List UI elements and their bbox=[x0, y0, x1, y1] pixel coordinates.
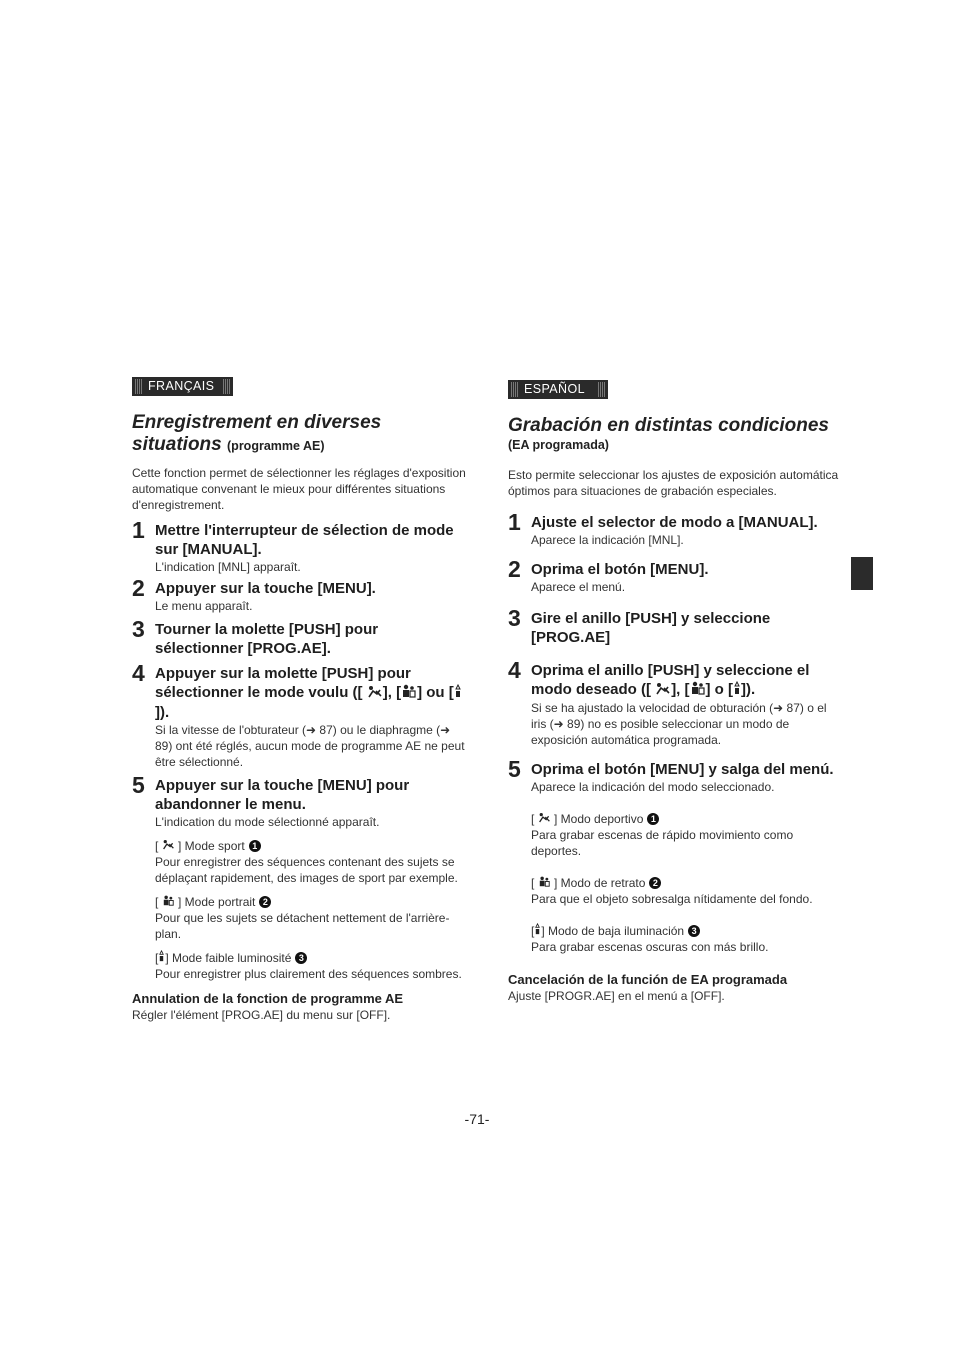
step-note: L'indication [MNL] apparaît. bbox=[155, 560, 301, 574]
mode-sport bbox=[132, 838, 467, 886]
mode-low-light bbox=[132, 950, 467, 982]
step-number: 4 bbox=[508, 657, 521, 683]
mode-description: Pour que les sujets se détachent nettement de l'arrière-plan. bbox=[155, 910, 450, 941]
step-1 bbox=[132, 517, 467, 575]
step-title-part: ], [ bbox=[671, 681, 690, 698]
step-number: 5 bbox=[132, 771, 145, 798]
step-title: Appuyer sur la touche [MENU]. bbox=[155, 580, 376, 597]
number-badge: 1 bbox=[249, 840, 261, 852]
mode-description: Pour enregistrer plus clairement des séquences sombres. bbox=[155, 966, 462, 981]
language-tag: FRANÇAIS bbox=[132, 377, 233, 396]
title-text: situations bbox=[132, 434, 222, 455]
title-line-2 bbox=[132, 434, 467, 457]
mode-sport bbox=[508, 811, 843, 859]
step-number: 3 bbox=[508, 605, 521, 631]
intro-text: Cette fonction permet de sélectionner les réglages d'exposition automatique convenant le mieux pour différentes situations d'enregistrement. bbox=[132, 466, 466, 512]
step-title-part: [ bbox=[396, 684, 402, 701]
step-note: Si la vitesse de l'obturateur (➜ 87) ou le diaphragme (➜ 89) ont été réglés, aucun mode de programme AE ne peut être sélectionné. bbox=[155, 722, 465, 769]
step-note: Si se ha ajustado la velocidad de obturación (➜ 87) o el iris (➜ 89) no es posible seleccionar un modo de exposición automática programada. bbox=[531, 700, 827, 747]
mode-heading: [ ] Modo de retrato 2 bbox=[531, 875, 843, 891]
sport-icon bbox=[655, 681, 671, 700]
step-title: Oprima el botón [MENU]. bbox=[531, 561, 709, 578]
cancel-heading: Cancelación de la función de EA programada bbox=[508, 971, 788, 987]
step-number: 3 bbox=[132, 616, 145, 642]
step-note: Aparece el menú. bbox=[531, 580, 626, 594]
step-note: Aparece la indicación del modo seleccionado. bbox=[531, 779, 775, 794]
step-title-part: ] ou [ bbox=[417, 684, 454, 701]
step-title: Gire el anillo [PUSH] y seleccione [PROG.AE] bbox=[531, 610, 771, 646]
step-title-part: ]). bbox=[155, 703, 170, 721]
mode-label: ] Modo de retrato bbox=[554, 875, 646, 890]
step-5 bbox=[508, 755, 843, 795]
mode-heading: [ ] Mode portrait 2 bbox=[155, 894, 467, 910]
title-line-1: Enregistrement en diverses bbox=[132, 412, 382, 433]
section-title bbox=[508, 415, 843, 453]
section-edge-tab bbox=[851, 557, 873, 590]
step-note: L'indication du mode sélectionné apparaît. bbox=[155, 814, 380, 829]
portrait-icon bbox=[690, 681, 706, 700]
cancel-section bbox=[508, 971, 843, 1004]
sport-icon bbox=[162, 838, 175, 854]
mode-heading: [ ] Modo deportivo 1 bbox=[531, 811, 843, 827]
mode-description: Para grabar escenas oscuras con más brillo. bbox=[531, 939, 769, 954]
mode-label: ] Modo de baja iluminación bbox=[541, 923, 685, 938]
step-title-part: Appuyer sur la molette [PUSH] pour sélectionner le mode voulu ([ bbox=[155, 665, 411, 701]
mode-heading: [ ] Modo de baja iluminación 3 bbox=[531, 923, 843, 939]
step-note: Aparece la indicación [MNL]. bbox=[531, 533, 684, 547]
mode-heading: [ ] Mode sport 1 bbox=[155, 838, 467, 854]
step-3 bbox=[132, 616, 467, 658]
mode-description: Para grabar escenas de rápido movimiento como deportes. bbox=[531, 827, 794, 858]
portrait-icon bbox=[162, 894, 175, 910]
title-text: Grabación en distintas condiciones bbox=[508, 415, 829, 436]
title-subtitle: (programme AE) bbox=[227, 439, 325, 453]
sport-icon bbox=[538, 811, 551, 827]
step-5 bbox=[132, 771, 467, 830]
step-number: 1 bbox=[132, 517, 145, 543]
cancel-section bbox=[132, 990, 467, 1023]
spanish-column bbox=[508, 380, 843, 1004]
step-title-part: Oprima el anillo [PUSH] y seleccione el modo deseado ([ bbox=[531, 662, 810, 698]
french-column bbox=[132, 377, 467, 1023]
number-badge: 2 bbox=[649, 877, 661, 889]
mode-label: ] Mode portrait bbox=[178, 894, 256, 909]
step-title-part: ]). bbox=[741, 681, 756, 698]
mode-low-light bbox=[508, 923, 843, 955]
number-badge: 2 bbox=[259, 896, 271, 908]
mode-label: ] Modo deportivo bbox=[554, 811, 644, 826]
step-title bbox=[531, 661, 843, 700]
step-1 bbox=[508, 509, 843, 548]
low-light-icon bbox=[454, 684, 462, 703]
step-number: 5 bbox=[508, 755, 521, 782]
intro-text: Esto permite seleccionar los ajustes de exposición automática óptimos para situaciones de grabación especiales. bbox=[508, 468, 839, 498]
cancel-text: Régler l'élément [PROG.AE] du menu sur [OFF]. bbox=[132, 1007, 391, 1022]
step-3 bbox=[508, 605, 843, 647]
cancel-text: Ajuste [PROGR.AE] en el menú a [OFF]. bbox=[508, 988, 725, 1003]
step-number: 2 bbox=[132, 575, 145, 601]
step-title-part: ] o [ bbox=[705, 681, 734, 698]
section-title bbox=[132, 412, 467, 457]
mode-description: Pour enregistrer des séquences contenant des sujets se déplaçant rapidement, des images de sport par exemple. bbox=[155, 854, 458, 885]
step-title: Tourner la molette [PUSH] pour sélectionner [PROG.AE]. bbox=[155, 621, 379, 657]
title-subtitle: (EA programada) bbox=[508, 438, 609, 452]
cancel-heading: Annulation de la fonction de programme AE bbox=[132, 990, 404, 1006]
mode-portrait bbox=[132, 894, 467, 942]
mode-description: Para que el objeto sobresalga nítidamente del fondo. bbox=[531, 891, 813, 906]
step-4 bbox=[132, 660, 467, 770]
step-2 bbox=[132, 575, 467, 614]
number-badge: 1 bbox=[647, 813, 659, 825]
number-badge: 3 bbox=[688, 925, 700, 937]
portrait-icon bbox=[538, 875, 551, 891]
low-light-icon bbox=[534, 923, 541, 939]
sport-icon bbox=[367, 684, 383, 703]
step-title: Mettre l'interrupteur de sélection de mode sur [MANUAL]. bbox=[155, 522, 454, 558]
portrait-icon bbox=[401, 684, 417, 703]
step-title: Ajuste el selector de modo a [MANUAL]. bbox=[531, 514, 818, 531]
low-light-icon bbox=[733, 681, 741, 700]
step-2 bbox=[508, 556, 843, 595]
step-title: Appuyer sur la touche [MENU] pour abandonner le menu. bbox=[155, 776, 410, 813]
language-tag: ESPAÑOL bbox=[508, 380, 608, 399]
mode-label: ] Mode faible luminosité bbox=[165, 950, 292, 965]
step-title bbox=[155, 664, 467, 722]
low-light-icon bbox=[158, 950, 165, 966]
mode-portrait bbox=[508, 875, 843, 907]
step-title-part: ], bbox=[382, 684, 392, 701]
step-number: 1 bbox=[508, 509, 521, 535]
mode-heading: [ ] Mode faible luminosité 3 bbox=[155, 950, 467, 966]
step-4 bbox=[508, 657, 843, 748]
step-number: 2 bbox=[508, 556, 521, 582]
page-number: -71- bbox=[464, 1111, 490, 1127]
step-title: Oprima el botón [MENU] y salga del menú. bbox=[531, 760, 834, 778]
step-number: 4 bbox=[132, 660, 145, 686]
number-badge: 3 bbox=[295, 952, 307, 964]
mode-label: ] Mode sport bbox=[178, 838, 245, 853]
step-note: Le menu apparaît. bbox=[155, 599, 253, 613]
